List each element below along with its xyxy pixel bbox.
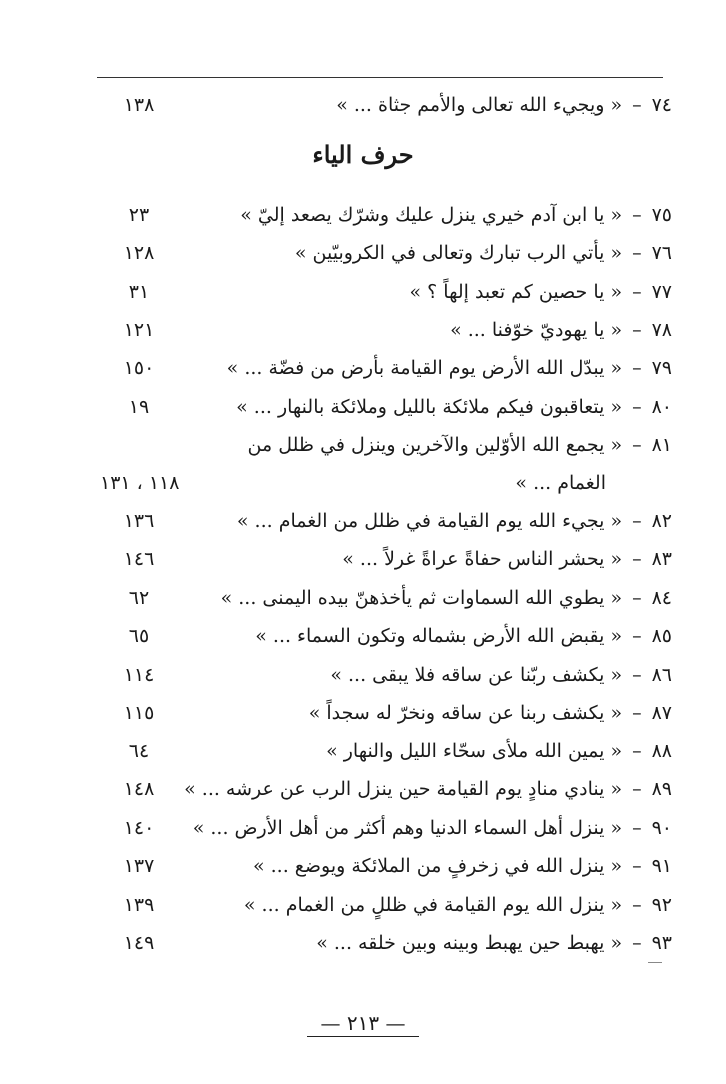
entry-number: ٧٥ bbox=[651, 204, 672, 226]
entry-text: « يبدّل الله الأرض يوم القيامة بأرض من فضّة ... » bbox=[226, 357, 623, 379]
entry-text: « يتعاقبون فيكم ملائكة بالليل وملائكة بالنهار ... » bbox=[236, 396, 623, 418]
index-entry: ٩١–« ينزل الله في زخرفٍ من الملائكة ويوضع ... » ١٣٧ bbox=[0, 847, 726, 885]
margin-mark bbox=[648, 962, 662, 963]
entry-text: « ينادي منادٍ يوم القيامة حين ينزل الرب عن عرشه ... » bbox=[184, 778, 623, 800]
entry-number: ٨٩ bbox=[651, 778, 672, 800]
index-entry: ٩٢–« ينزل الله يوم القيامة في ظللٍ من الغمام ... » ١٣٩ bbox=[0, 886, 726, 924]
entry-text: « يا يهوديّ خوّفنا ... » bbox=[450, 319, 623, 341]
entry-number: ٨١ bbox=[651, 434, 672, 456]
entry-page: ٦٤ bbox=[128, 740, 150, 762]
entry-page: ١٤٦ bbox=[123, 548, 155, 570]
entry-page: ١٤٠ bbox=[123, 817, 155, 839]
entry-text: « يأتي الرب تبارك وتعالى في الكروبيّين » bbox=[294, 242, 623, 264]
entry-number: ٩٠ bbox=[651, 817, 672, 839]
entry-page: ١١٨ ، ١٣١ bbox=[100, 472, 180, 494]
index-entry: ٨٠–« يتعاقبون فيكم ملائكة بالليل وملائكة بالنهار ... » ١٩ bbox=[0, 388, 726, 426]
entry-text: « ينزل الله في زخرفٍ من الملائكة ويوضع ... » bbox=[252, 855, 623, 877]
entry-text: « ينزل أهل السماء الدنيا وهم أكثر من أهل الأرض ... » bbox=[192, 817, 623, 839]
entry-number: ٧٤ bbox=[651, 94, 672, 116]
entry-text: « يمين الله ملأى سحّاء الليل والنهار » bbox=[326, 740, 623, 762]
entry-text: « يجمع الله الأوّلين والآخرين وينزل في ظلل من bbox=[247, 434, 623, 456]
index-entry: ٧٧–« يا حصين كم تعبد إلهاً ؟ » ٣١ bbox=[0, 273, 726, 311]
index-entry bbox=[0, 464, 726, 502]
entry-text: « ويجيء الله تعالى والأمم جثاة ... » bbox=[336, 94, 623, 116]
entry-text: « ينزل الله يوم القيامة في ظللٍ من الغمام ... » bbox=[243, 894, 623, 916]
entry-number: ٨٣ bbox=[651, 548, 672, 570]
entry-page: ٣١ bbox=[128, 281, 150, 303]
index-entry: ٨٥–« يقبض الله الأرض بشماله وتكون السماء ... » ٦٥ bbox=[0, 617, 726, 655]
entry-number: ٨٤ bbox=[651, 587, 672, 609]
index-entry: ٩٠–« ينزل أهل السماء الدنيا وهم أكثر من أهل الأرض ... » ١٤٠ bbox=[0, 809, 726, 847]
entry-number: ٧٦ bbox=[651, 242, 672, 264]
entry-number: ٨٨ bbox=[651, 740, 672, 762]
entry-page: ١٢٨ bbox=[123, 242, 155, 264]
entry-page: ١٣٨ bbox=[123, 94, 155, 116]
section-heading: حرف الياء bbox=[312, 140, 414, 169]
entry-number: ٧٩ bbox=[651, 357, 672, 379]
entry-page: ١١٥ bbox=[123, 702, 155, 724]
entry-page: ١٤٩ bbox=[123, 932, 155, 954]
index-entry: ٨٤–« يطوي الله السماوات ثم يأخذهنّ بيده اليمنى ... » ٦٢ bbox=[0, 579, 726, 617]
index-entry: ٧٨–« يا يهوديّ خوّفنا ... » ١٢١ bbox=[0, 311, 726, 349]
entry-number: ٨٦ bbox=[651, 664, 672, 686]
entry-text: « يهبط حين يهبط وبينه وبين خلقه ... » bbox=[316, 932, 623, 954]
entry-page: ١٣٧ bbox=[123, 855, 155, 877]
index-entry: ٨٢–« يجيء الله يوم القيامة في ظلل من الغمام ... » ١٣٦ bbox=[0, 502, 726, 540]
entry-page: ١٣٩ bbox=[123, 894, 155, 916]
index-entry: ٧٦–« يأتي الرب تبارك وتعالى في الكروبيّين » ١٢٨ bbox=[0, 234, 726, 272]
entry-page: ٦٥ bbox=[128, 625, 150, 647]
index-entry: ٧٩–« يبدّل الله الأرض يوم القيامة بأرض من فضّة ... » ١٥٠ bbox=[0, 349, 726, 387]
entry-text: « يكشف ربنا عن ساقه ونخرّ له سجداً » bbox=[308, 702, 623, 724]
top-rule bbox=[97, 77, 663, 78]
entry-number: ٨٧ bbox=[651, 702, 672, 724]
entry-page: ١٢١ bbox=[123, 319, 155, 341]
page-number: — ٢١٣ — bbox=[0, 1010, 726, 1037]
index-entry: ٩٣–« يهبط حين يهبط وبينه وبين خلقه ... » ١٤٩ bbox=[0, 924, 726, 962]
index-entry: ٨٩–« ينادي منادٍ يوم القيامة حين ينزل الرب عن عرشه ... » ١٤٨ bbox=[0, 770, 726, 808]
entry-number: ٩١ bbox=[651, 855, 672, 877]
entry-page: ١٥٠ bbox=[123, 357, 155, 379]
entry-number: ٧٧ bbox=[651, 281, 672, 303]
entry-text: « يطوي الله السماوات ثم يأخذهنّ بيده اليمنى ... » bbox=[220, 587, 623, 609]
entry-page: ١٤٨ bbox=[123, 778, 155, 800]
entry-page: ٢٣ bbox=[128, 204, 150, 226]
entry-page: ١٩ bbox=[128, 396, 150, 418]
index-entry: ٧٤–« ويجيء الله تعالى والأمم جثاة ... » ١٣٨ bbox=[0, 86, 726, 124]
index-entry: ٨٦–« يكشف ربّنا عن ساقه فلا يبقى ... » ١١٤ bbox=[0, 656, 726, 694]
entry-number: ٨٢ bbox=[651, 510, 672, 532]
entry-text-continued: الغمام ... » bbox=[515, 472, 606, 494]
entry-text: « يكشف ربّنا عن ساقه فلا يبقى ... » bbox=[330, 664, 623, 686]
entry-number: ٩٣ bbox=[651, 932, 672, 954]
entry-number: ٨٥ bbox=[651, 625, 672, 647]
index-entry: ٧٥–« يا ابن آدم خيري ينزل عليك وشرّك يصعد إليّ » ٢٣ bbox=[0, 196, 726, 234]
entry-page: ١٣٦ bbox=[123, 510, 155, 532]
entry-text: « يا حصين كم تعبد إلهاً ؟ » bbox=[409, 281, 623, 303]
index-entry: ٨٣–« يحشر الناس حفاةً عراةً غرلاً ... » ١٤٦ bbox=[0, 540, 726, 578]
entry-text: « يجيء الله يوم القيامة في ظلل من الغمام ... » bbox=[236, 510, 623, 532]
entry-number: ٩٢ bbox=[651, 894, 672, 916]
index-entry: ٨٨–« يمين الله ملأى سحّاء الليل والنهار » ٦٤ bbox=[0, 732, 726, 770]
entry-text: « يا ابن آدم خيري ينزل عليك وشرّك يصعد إليّ » bbox=[240, 204, 623, 226]
entry-page: ١١٤ bbox=[123, 664, 155, 686]
index-entry: ٨١–« يجمع الله الأوّلين والآخرين وينزل في ظلل من bbox=[0, 426, 726, 464]
index-entry: ٨٧–« يكشف ربنا عن ساقه ونخرّ له سجداً » ١١٥ bbox=[0, 694, 726, 732]
entry-text: « يقبض الله الأرض بشماله وتكون السماء ... » bbox=[255, 625, 623, 647]
entry-number: ٧٨ bbox=[651, 319, 672, 341]
entry-number: ٨٠ bbox=[651, 396, 672, 418]
entry-page: ٦٢ bbox=[128, 587, 150, 609]
entry-text: « يحشر الناس حفاةً عراةً غرلاً ... » bbox=[342, 548, 623, 570]
